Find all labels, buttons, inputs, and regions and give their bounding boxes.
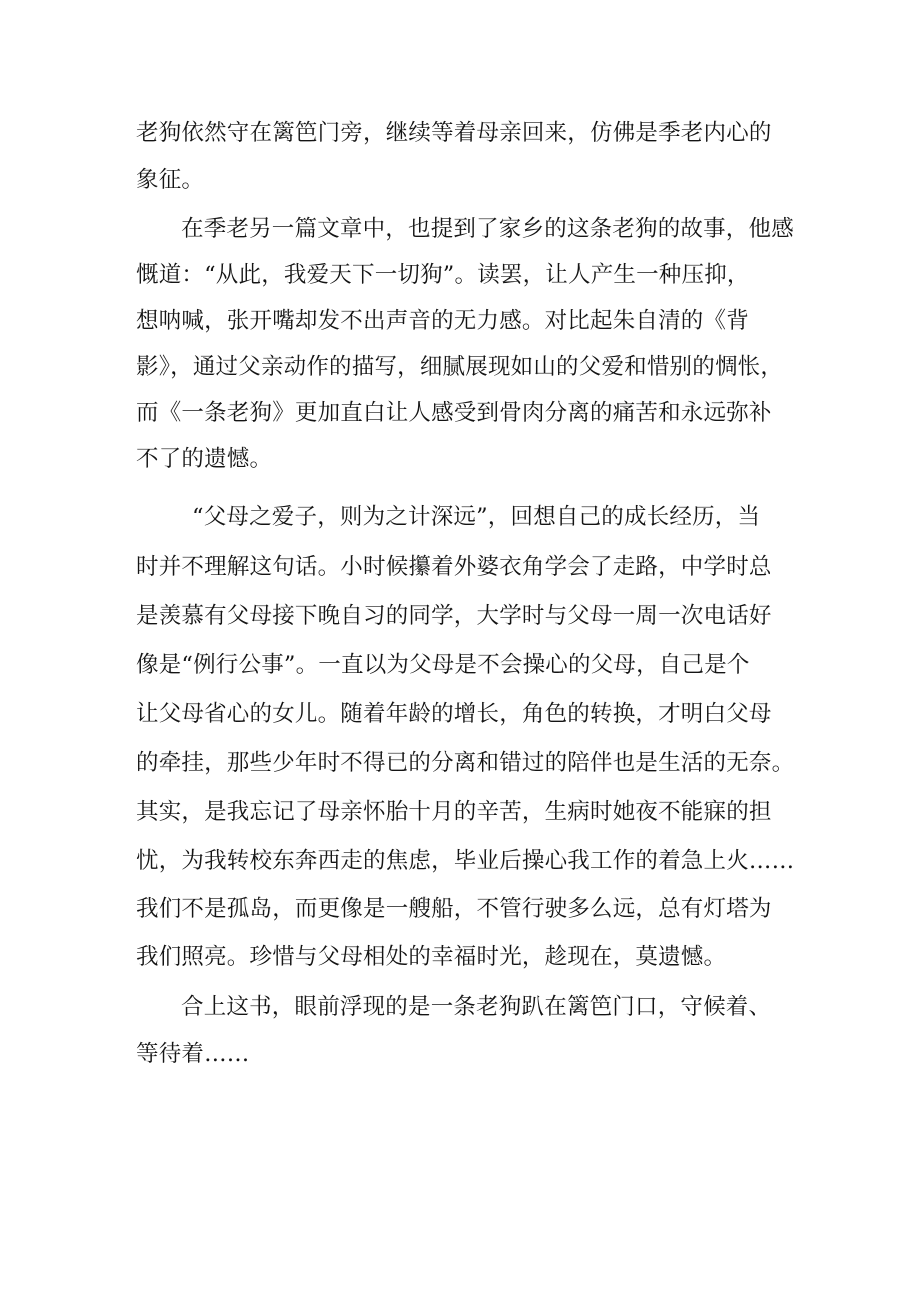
text-line: 不了的遗憾。 [136,446,273,472]
text-line: 其实，是我忘记了母亲怀胎十月的辛苦，生病时她夜不能寐的担 [136,799,772,825]
text-line: 而《一条老狗》更加直白让人感受到骨肉分离的痛苦和永远弥补 [136,400,772,426]
text-line: 象征。 [136,167,205,193]
text-line: 时并不理解这句话。小时候攥着外婆衣角学会了走路，中学时总 [136,554,772,580]
text-line: 是羡慕有父母接下晚自习的同学，大学时与父母一周一次电话好 [136,603,772,629]
text-line: 我们照亮。珍惜与父母相处的幸福时光，趁现在，莫遗憾。 [136,944,727,970]
text-line: 像是“例行公事”。一直以为父母是不会操心的父母，自己是个 [136,652,750,678]
text-line: 忧，为我转校东奔西走的焦虑，毕业后操心我工作的着急上火…… [136,848,795,874]
text-line: 我们不是孤岛，而更像是一艘船，不管行驶多么远，总有灯塔为 [136,896,772,922]
text-line: 想呐喊，张开嘴却发不出声音的无力感。对比起朱自清的《背 [136,308,749,334]
text-line: 等待着…… [136,1041,250,1067]
text-line: 慨道：“从此，我爱天下一切狗”。读罢，让人产生一种压抑， [136,262,750,288]
text-line: 影》，通过父亲动作的描写，细腻展现如山的父爱和惜别的惆怅， [136,354,784,380]
text-line: 的牵挂，那些少年时不得已的分离和错过的陪伴也是生活的无奈。 [136,750,795,776]
text-line: 老狗依然守在篱笆门旁，继续等着母亲回来，仿佛是季老内心的 [136,120,772,146]
text-line: 合上这书，眼前浮现的是一条老狗趴在篱笆门口，守候着、 [181,994,772,1020]
text-line: “父母之爱子，则为之计深远”，回想自己的成长经历，当 [192,504,761,530]
text-line: 在季老另一篇文章中，也提到了家乡的这条老狗的故事，他感 [181,216,794,242]
text-line: 让父母省心的女儿。随着年龄的增长，角色的转换，才明白父母 [136,701,772,727]
